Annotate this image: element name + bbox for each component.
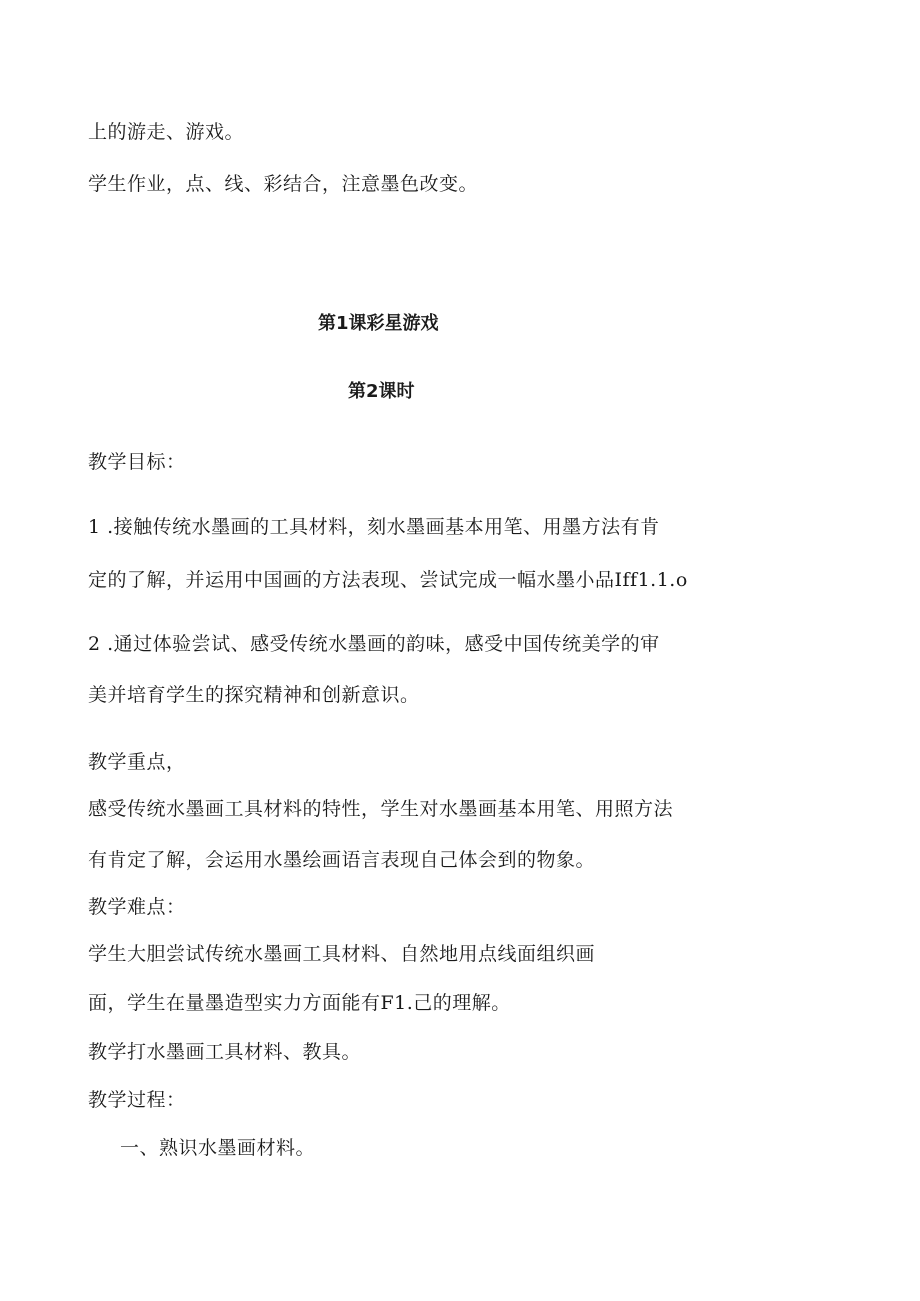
preparation-line: 教学打水墨画工具材料、教具。	[88, 1041, 362, 1063]
key-points-heading: 教学重点，	[88, 751, 186, 773]
difficulties-heading: 教学难点：	[88, 896, 186, 918]
difficulties-line-2: 面，学生在量墨造型实力方面能有F1.己的理解。	[88, 992, 511, 1014]
objective-2-line-1: 2 .通过体验尝试、感受传统水墨画的韵味，感受中国传统美学的审	[88, 633, 660, 655]
objective-1-line-2: 定的了解，并运用中国画的方法表现、尝试完成一幅水墨小品Iff1.1.o	[88, 569, 688, 591]
key-points-line-2: 有肯定了解，会运用水墨绘画语言表现自己体会到的物象。	[88, 849, 596, 871]
process-step-1: 一、熟识水墨画材料。	[120, 1137, 316, 1159]
objective-2-line-2: 美并培育学生的探究精神和创新意识。	[88, 684, 420, 706]
key-points-line-1: 感受传统水墨画工具材料的特性，学生对水墨画基本用笔、用照方法	[88, 798, 674, 820]
lesson-period: 第2课时	[348, 381, 415, 402]
lesson-title: 第1课彩星游戏	[318, 313, 439, 334]
objectives-heading: 教学目标：	[88, 451, 186, 473]
text-line: 学生作业，点、线、彩结合，注意墨色改变。	[88, 173, 479, 195]
process-heading: 教学过程：	[88, 1089, 186, 1111]
text-line: 上的游走、游戏。	[88, 121, 245, 143]
objective-1-line-1: 1 .接触传统水墨画的工具材料，刻水墨画基本用笔、用墨方法有肯	[88, 516, 660, 538]
difficulties-line-1: 学生大胆尝试传统水墨画工具材料、自然地用点线面组织画	[88, 943, 596, 965]
